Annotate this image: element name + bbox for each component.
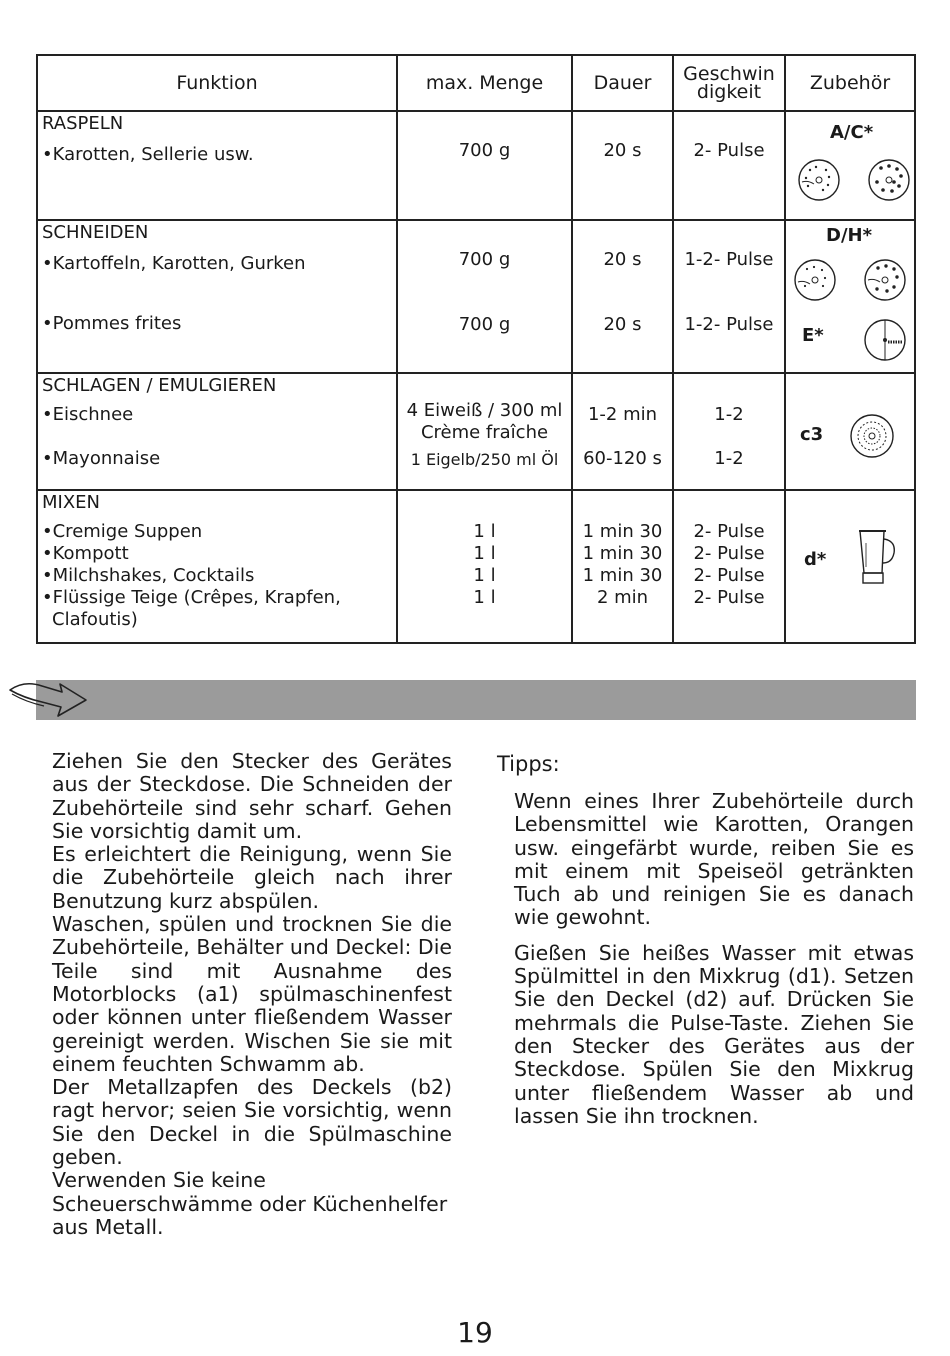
grater-disc-coarse-icon	[866, 158, 912, 202]
cell-duration	[572, 220, 673, 373]
list-item: •Kartoffeln, Karotten, Gurken	[42, 253, 306, 274]
cell-accessory	[785, 111, 915, 220]
speed-value: 1-2	[714, 448, 744, 469]
cell-accessory	[785, 373, 915, 490]
speed-value: 2- Pulse	[693, 565, 765, 586]
cell-duration	[572, 490, 673, 643]
emulsifier-disc-icon	[848, 412, 896, 460]
cell-duration	[572, 373, 673, 490]
section-title: MIXEN	[42, 492, 101, 513]
amount-value: 1 l	[473, 565, 496, 586]
french-fries-disc-icon	[862, 317, 908, 363]
amount-value: 1 l	[473, 543, 496, 564]
header-speed	[673, 55, 785, 111]
list-item: •Eischnee	[42, 404, 134, 425]
paragraph: Der Metallzapfen des Deckels (b2) ragt hervor; seien Sie vorsichtig, wenn Sie den Deckel in die Spülmaschine geben.	[52, 1075, 452, 1170]
cell-function	[37, 490, 397, 643]
list-item: •Flüssige Teige (Crêpes, Krapfen,	[42, 587, 341, 608]
list-item: •Karotten, Sellerie usw.	[42, 144, 254, 165]
cell-function	[37, 220, 397, 373]
list-item-continuation: Clafoutis)	[52, 609, 138, 630]
speed-value: 2- Pulse	[693, 521, 765, 542]
cell-function	[37, 373, 397, 490]
header-speed-line2: digkeit	[696, 81, 762, 103]
section-title: RASPELN	[42, 113, 124, 134]
cell-speed	[673, 373, 785, 490]
duration-value: 1-2 min	[587, 404, 658, 425]
cell-amount	[397, 111, 572, 220]
header-function: Funktion	[37, 55, 397, 111]
table-row-schlagen	[37, 373, 915, 490]
paragraph: Waschen, spülen und trocknen Sie die Zubehörteile, Behälter und Deckel: Die Teile sind mit Ausnahme des Motorblocks (a1) spülmaschinenfest oder können unter fließendem Wasser gereinigt werden. Wischen Sie sie mit einem feuchten Schwamm ab.	[52, 912, 452, 1076]
amount-value: 4 Eiweiß / 300 ml	[406, 400, 563, 421]
cell-amount	[397, 220, 572, 373]
section-title: SCHLAGEN / EMULGIEREN	[42, 375, 277, 396]
table-row-mixen	[37, 490, 915, 643]
amount-value: 700 g	[458, 314, 511, 335]
page-number: 19	[457, 1316, 493, 1349]
accessory-code: D/H*	[826, 225, 872, 246]
list-item: •Pommes frites	[42, 313, 182, 334]
cell-accessory	[785, 490, 915, 643]
amount-value: 700 g	[458, 140, 511, 161]
tips-heading: Tipps:	[497, 752, 560, 776]
slicer-disc-thin-icon	[792, 257, 838, 303]
cell-function	[37, 111, 397, 220]
header-accessory: Zubehör	[785, 55, 915, 111]
header-speed-line1: Geschwin	[683, 63, 775, 85]
cell-amount	[397, 490, 572, 643]
arrow-right-icon	[6, 670, 90, 722]
list-item: •Cremige Suppen	[42, 521, 203, 542]
paragraph: Gießen Sie heißes Wasser mit etwas Spülmittel in den Mixkrug (d1). Setzen Sie den Deckel (d2) auf. Drücken Sie mehrmals die Pulse-Taste. Ziehen Sie den Stecker des Gerätes aus der Steckdose. Spülen Sie den Mixkrug unter fließendem Wasser ab und lassen Sie ihn trocknen.	[514, 940, 914, 1128]
duration-value: 1 min 30	[582, 543, 663, 564]
cell-speed	[673, 111, 785, 220]
amount-value: 1 l	[473, 521, 496, 542]
cell-duration	[572, 111, 673, 220]
cell-speed	[673, 220, 785, 373]
cell-speed	[673, 490, 785, 643]
duration-value: 20 s	[603, 249, 642, 270]
blender-jug-icon	[854, 527, 900, 589]
amount-value: 700 g	[458, 249, 511, 270]
header-max-amount: max. Menge	[397, 55, 572, 111]
cleaning-instructions	[52, 750, 452, 1239]
amount-value: 1 Eigelb/250 ml Öl	[410, 450, 559, 469]
table-row-raspeln	[37, 111, 915, 220]
duration-value: 20 s	[603, 314, 642, 335]
speed-value: 2- Pulse	[693, 140, 765, 161]
duration-value: 1 min 30	[582, 565, 663, 586]
amount-value: Crème fraîche	[420, 422, 549, 443]
section-banner	[36, 680, 916, 720]
accessory-code: d*	[804, 549, 827, 570]
section-title: SCHNEIDEN	[42, 222, 149, 243]
list-item: •Mayonnaise	[42, 448, 161, 469]
header-duration: Dauer	[572, 55, 673, 111]
accessory-code: E*	[802, 325, 824, 346]
speed-value: 1-2	[714, 404, 744, 425]
function-table	[36, 54, 916, 642]
speed-value: 2- Pulse	[693, 587, 765, 608]
amount-value: 1 l	[473, 587, 496, 608]
accessory-code: c3	[800, 424, 824, 445]
list-item: •Milchshakes, Cocktails	[42, 565, 255, 586]
tips-text	[514, 790, 914, 1128]
paragraph: Verwenden Sie keine Scheuerschwämme oder Küchenhelfer aus Metall.	[52, 1168, 448, 1239]
duration-value: 60-120 s	[583, 448, 662, 469]
cell-accessory	[785, 220, 915, 373]
grater-disc-fine-icon	[796, 158, 842, 202]
duration-value: 1 min 30	[582, 521, 663, 542]
duration-value: 2 min	[596, 587, 649, 608]
speed-value: 1-2- Pulse	[684, 249, 774, 270]
paragraph: Ziehen Sie den Stecker des Gerätes aus der Steckdose. Die Schneiden der Zubehörteile sind sehr scharf. Gehen Sie vorsichtig damit um.	[52, 749, 452, 843]
speed-value: 1-2- Pulse	[684, 314, 774, 335]
paragraph: Wenn eines Ihrer Zubehörteile durch Lebensmittel wie Karotten, Orangen usw. eingefärbt wurde, reiben Sie es mit einem mit Speiseöl getränkten Tuch ab und reinigen Sie es danach wie gewohnt.	[514, 789, 914, 930]
paragraph: Es erleichtert die Reinigung, wenn Sie die Zubehörteile gleich nach ihrer Benutzung kurz abspülen.	[52, 842, 452, 913]
table-row-schneiden	[37, 220, 915, 373]
duration-value: 20 s	[603, 140, 642, 161]
accessory-code: A/C*	[830, 122, 874, 143]
slicer-disc-thick-icon	[862, 257, 908, 303]
speed-value: 2- Pulse	[693, 543, 765, 564]
list-item: •Kompott	[42, 543, 129, 564]
cell-amount	[397, 373, 572, 490]
table-header-row	[37, 55, 915, 111]
